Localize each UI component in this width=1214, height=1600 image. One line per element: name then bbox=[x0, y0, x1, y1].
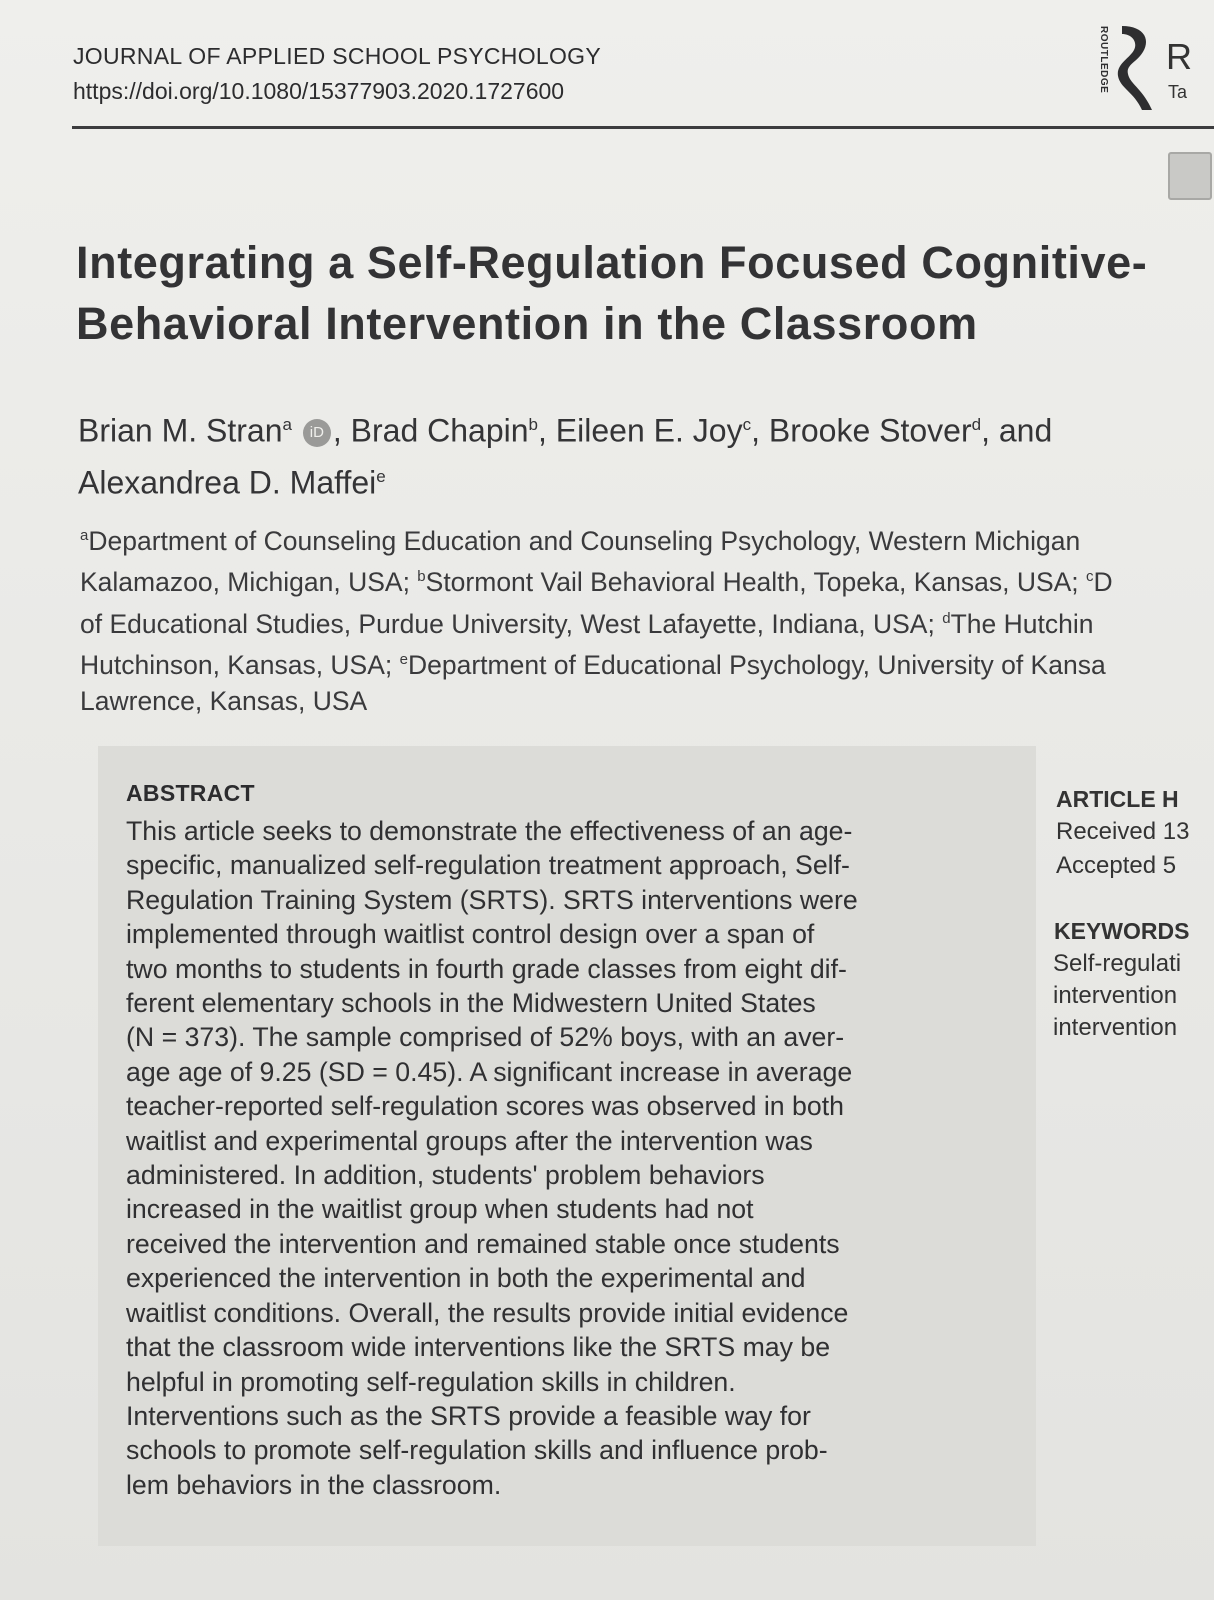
affil-text: Hutchinson, Kansas, USA; bbox=[80, 649, 400, 680]
abstract-line: (N = 373). The sample comprised of 52% boys, with an aver- bbox=[126, 1022, 845, 1053]
affil-marker: a bbox=[80, 527, 89, 544]
author-affil-marker: e bbox=[376, 466, 386, 486]
abstract-line: Interventions such as the SRTS provide a feasible way for bbox=[126, 1400, 811, 1431]
title-line-1: Integrating a Self-Regulation Focused Cognitive- bbox=[76, 237, 1148, 288]
publisher-vertical-text: ROUTLEDGE bbox=[1098, 26, 1109, 94]
affiliations bbox=[80, 518, 1113, 720]
abstract-line: This article seeks to demonstrate the effectiveness of an age- bbox=[126, 816, 853, 846]
abstract-line: specific, manualized self-regulation treatment approach, Self- bbox=[126, 850, 850, 881]
publisher-initial: R bbox=[1166, 36, 1192, 77]
abstract-line: ferent elementary schools in the Midwestern United States bbox=[126, 988, 816, 1019]
journal-name: JOURNAL OF APPLIED SCHOOL PSYCHOLOGY bbox=[73, 43, 602, 69]
abstract-line: increased in the waitlist group when students had not bbox=[126, 1194, 754, 1225]
keyword-item: Self-regulati bbox=[1053, 950, 1182, 977]
author-affil-marker: a bbox=[282, 415, 292, 434]
affiliation-line: Lawrence, Kansas, USA bbox=[80, 686, 368, 717]
affil-text: The Hutchin bbox=[950, 608, 1094, 639]
author-affil-marker: d bbox=[971, 415, 982, 434]
publisher-subtext: Ta bbox=[1168, 82, 1188, 102]
doi-link[interactable]: https://doi.org/10.1080/15377903.2020.1727600 bbox=[73, 78, 565, 104]
affil-text: Kalamazoo, Michigan, USA; bbox=[80, 567, 418, 598]
keywords-heading: KEYWORDS bbox=[1054, 918, 1190, 944]
abstract-line: that the classroom wide interventions like the SRTS may be bbox=[126, 1332, 831, 1363]
orcid-icon[interactable]: iD bbox=[303, 419, 331, 447]
author-affil-marker: c bbox=[742, 415, 752, 434]
keyword-item: intervention bbox=[1053, 1014, 1178, 1041]
author-line-1 bbox=[78, 402, 1052, 454]
abstract-line: implemented through waitlist control design over a span of bbox=[126, 919, 815, 950]
author-name[interactable]: Brian M. Stran bbox=[78, 412, 283, 449]
accepted-date: Accepted 5 bbox=[1056, 852, 1177, 879]
affil-text: Department of Educational Psychology, University of Kansa bbox=[407, 649, 1106, 680]
routledge-logo-icon bbox=[1112, 22, 1160, 114]
author-line-2 bbox=[78, 454, 1052, 506]
affil-marker: b bbox=[417, 568, 426, 586]
author-name[interactable]: , Brooke Stover bbox=[751, 412, 972, 449]
affiliation-line bbox=[80, 518, 1113, 559]
abstract-line: age age of 9.25 (SD = 0.45). A significant increase in average bbox=[126, 1056, 853, 1087]
affil-text: of Educational Studies, Purdue University, West Lafayette, Indiana, USA; bbox=[80, 608, 943, 639]
author-name[interactable]: , Eileen E. Joy bbox=[538, 412, 743, 449]
author-list bbox=[78, 402, 1052, 505]
received-date: Received 13 bbox=[1056, 818, 1190, 845]
abstract-line: Regulation Training System (SRTS). SRTS interventions were bbox=[126, 884, 858, 915]
author-affil-marker: b bbox=[528, 415, 539, 434]
article-history-heading: ARTICLE H bbox=[1056, 786, 1179, 812]
title-line-2: Behavioral Intervention in the Classroom bbox=[76, 298, 978, 349]
abstract-line: administered. In addition, students' problem behaviors bbox=[126, 1160, 765, 1191]
affil-marker: c bbox=[1086, 568, 1094, 586]
abstract-line: teacher-reported self-regulation scores was observed in both bbox=[126, 1091, 844, 1122]
affiliation-line bbox=[80, 559, 1113, 600]
affil-marker: e bbox=[399, 650, 408, 668]
publisher-logo bbox=[1098, 18, 1214, 118]
crossmark-icon[interactable] bbox=[1168, 152, 1212, 200]
abstract-line: helpful in promoting self-regulation skills in children. bbox=[126, 1366, 736, 1397]
author-conjunction: , and bbox=[981, 412, 1053, 449]
abstract-line: received the intervention and remained stable once students bbox=[126, 1228, 840, 1259]
abstract-line: lem behaviors in the classroom. bbox=[126, 1469, 502, 1500]
affil-text: Department of Counseling Education and Counseling Psychology, Western Michigan bbox=[88, 525, 1081, 556]
abstract-body bbox=[126, 814, 988, 1502]
author-name[interactable]: , Brad Chapin bbox=[332, 412, 529, 449]
affil-text: D bbox=[1093, 567, 1113, 598]
abstract-line: waitlist and experimental groups after the intervention was bbox=[126, 1125, 813, 1156]
keyword-item: intervention bbox=[1053, 982, 1178, 1009]
article-title bbox=[76, 232, 1214, 354]
author-name[interactable]: Alexandrea D. Maffei bbox=[78, 464, 377, 501]
affiliation-line bbox=[80, 642, 1113, 683]
abstract-line: two months to students in fourth grade classes from eight dif- bbox=[126, 953, 847, 984]
abstract-line: schools to promote self-regulation skills and influence prob- bbox=[126, 1435, 828, 1466]
header-rule bbox=[72, 126, 1214, 129]
abstract-line: waitlist conditions. Overall, the results provide initial evidence bbox=[126, 1297, 849, 1328]
affil-text: Stormont Vail Behavioral Health, Topeka, Kansas, USA; bbox=[425, 567, 1087, 598]
abstract-heading: ABSTRACT bbox=[126, 780, 255, 806]
affiliation-line bbox=[80, 601, 1113, 642]
affil-marker: d bbox=[942, 609, 951, 627]
abstract-line: experienced the intervention in both the experimental and bbox=[126, 1263, 806, 1294]
